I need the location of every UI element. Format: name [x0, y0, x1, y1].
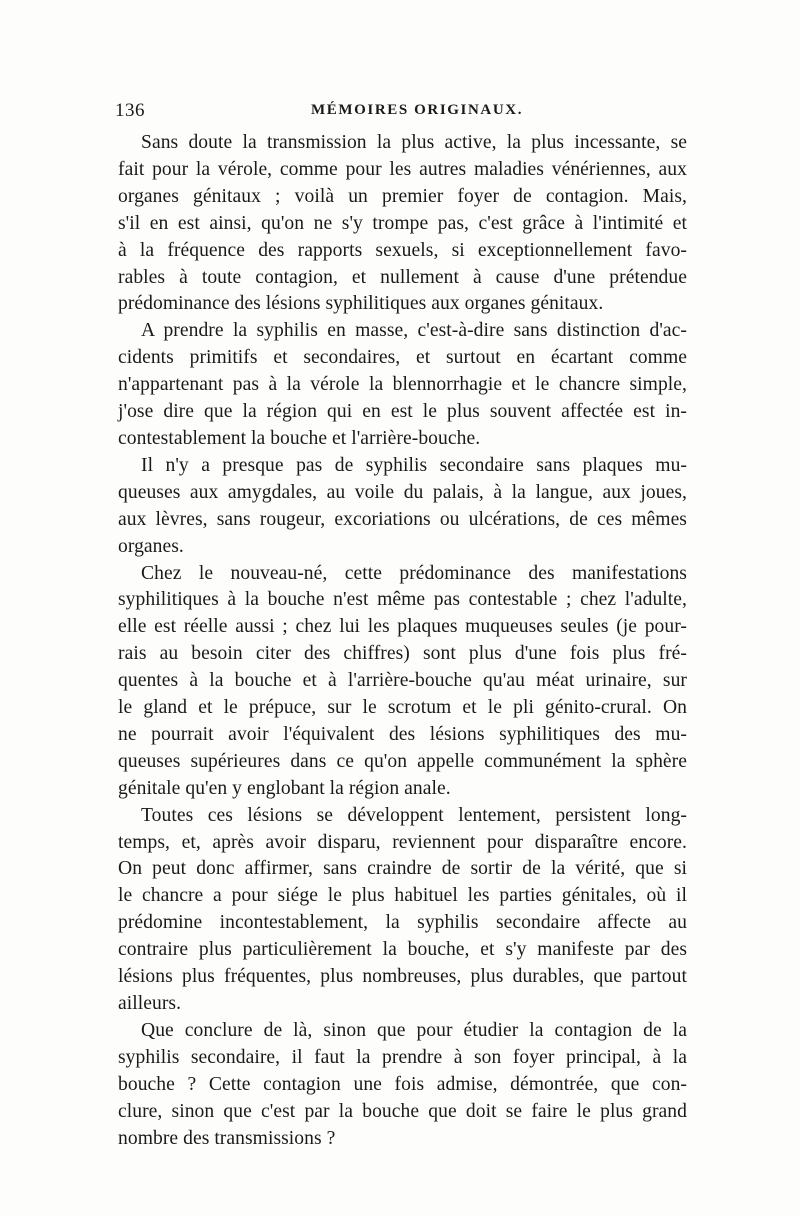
text-line: le gland et le prépuce, sur le scrotum et le pli génito-crural. On — [118, 697, 687, 719]
running-title: MÉMOIRES ORIGINAUX. — [311, 102, 524, 118]
text-line: bouche ? Cette contagion une fois admise, démontrée, que con- — [118, 1073, 687, 1095]
text-line: n'appartenant pas à la vérole la blennorrhagie et le chancre simple, — [118, 374, 687, 396]
text-line: queuses aux amygdales, au voile du palais, à la langue, aux joues, — [118, 481, 687, 503]
text-line: cidents primitifs et secondaires, et surtout en écartant comme — [118, 347, 687, 369]
text-line: quentes à la bouche et à l'arrière-bouche qu'au méat urinaire, sur — [118, 670, 687, 692]
text-line: génitale qu'en y englobant la région anale. — [118, 777, 451, 799]
text-line: rables à toute contagion, et nullement à cause d'une prétendue — [118, 266, 687, 288]
text-line: queuses supérieures dans ce qu'on appelle communément la sphère — [118, 750, 687, 772]
text-line: clure, sinon que c'est par la bouche que doit se faire le plus grand — [118, 1100, 687, 1122]
text-line: lésions plus fréquentes, plus nombreuses, plus durables, que partout — [118, 966, 687, 988]
text-line: contraire plus particulièrement la bouche, et s'y manifeste par des — [118, 939, 687, 961]
paragraph — [118, 453, 687, 561]
text-line: ne pourrait avoir l'équivalent des lésions syphilitiques des mu- — [118, 723, 687, 745]
text-line: contestablement la bouche et l'arrière-bouche. — [118, 427, 481, 449]
text-line: j'ose dire que la région qui en est le plus souvent affectée est in- — [118, 401, 687, 423]
text-line: aux lèvres, sans rougeur, excoriations ou ulcérations, de ces mêmes — [118, 508, 687, 530]
paragraph — [118, 561, 687, 803]
text-line: prédominance des lésions syphilitiques aux organes génitaux. — [118, 293, 604, 315]
paragraph — [118, 803, 687, 1018]
text-line: nombre des transmissions ? — [118, 1127, 336, 1149]
text-line: organes génitaux ; voilà un premier foyer de contagion. Mais, — [118, 185, 687, 207]
text-line: syphilitiques à la bouche n'est même pas contestable ; chez l'adulte, — [118, 589, 687, 611]
text-line: Il n'y a presque pas de syphilis secondaire sans plaques mu- — [141, 454, 687, 476]
paragraph — [118, 1018, 687, 1153]
text-line: A prendre la syphilis en masse, c'est-à-dire sans distinction d'ac- — [141, 320, 687, 342]
running-head — [115, 100, 688, 124]
text-line: elle est réelle aussi ; chez lui les plaques muqueuses seules (je pour- — [118, 616, 687, 638]
text-line: le chancre a pour siége le plus habituel les parties génitales, où il — [118, 885, 687, 907]
text-line: Que conclure de là, sinon que pour étudier la contagion de la — [141, 1019, 687, 1041]
text-line: organes. — [118, 535, 184, 557]
text-line: fait pour la vérole, comme pour les autres maladies vénériennes, aux — [118, 158, 687, 180]
text-line: ailleurs. — [118, 993, 182, 1014]
text-line: Chez le nouveau-né, cette prédominance des manifestations — [141, 562, 687, 584]
text-line: Toutes ces lésions se développent lentement, persistent long- — [141, 804, 687, 826]
text-line: syphilis secondaire, il faut la prendre à son foyer principal, à la — [118, 1046, 687, 1068]
page-number: 136 — [115, 100, 145, 121]
text-line: rais au besoin citer des chiffres) sont plus d'une fois plus fré- — [118, 643, 687, 665]
paragraph — [118, 130, 687, 318]
text-line: prédomine incontestablement, la syphilis secondaire affecte au — [118, 912, 687, 934]
body-text — [118, 130, 687, 1152]
paragraph — [118, 318, 687, 453]
text-line: à la fréquence des rapports sexuels, si exceptionnellement favo- — [118, 239, 687, 261]
text-line: temps, et, après avoir disparu, reviennent pour disparaître encore. — [118, 831, 687, 853]
text-line: On peut donc affirmer, sans craindre de sortir de la vérité, que si — [118, 858, 687, 880]
text-line: Sans doute la transmission la plus active, la plus incessante, se — [141, 132, 687, 153]
text-line: s'il en est ainsi, qu'on ne s'y trompe pas, c'est grâce à l'intimité et — [118, 212, 687, 234]
